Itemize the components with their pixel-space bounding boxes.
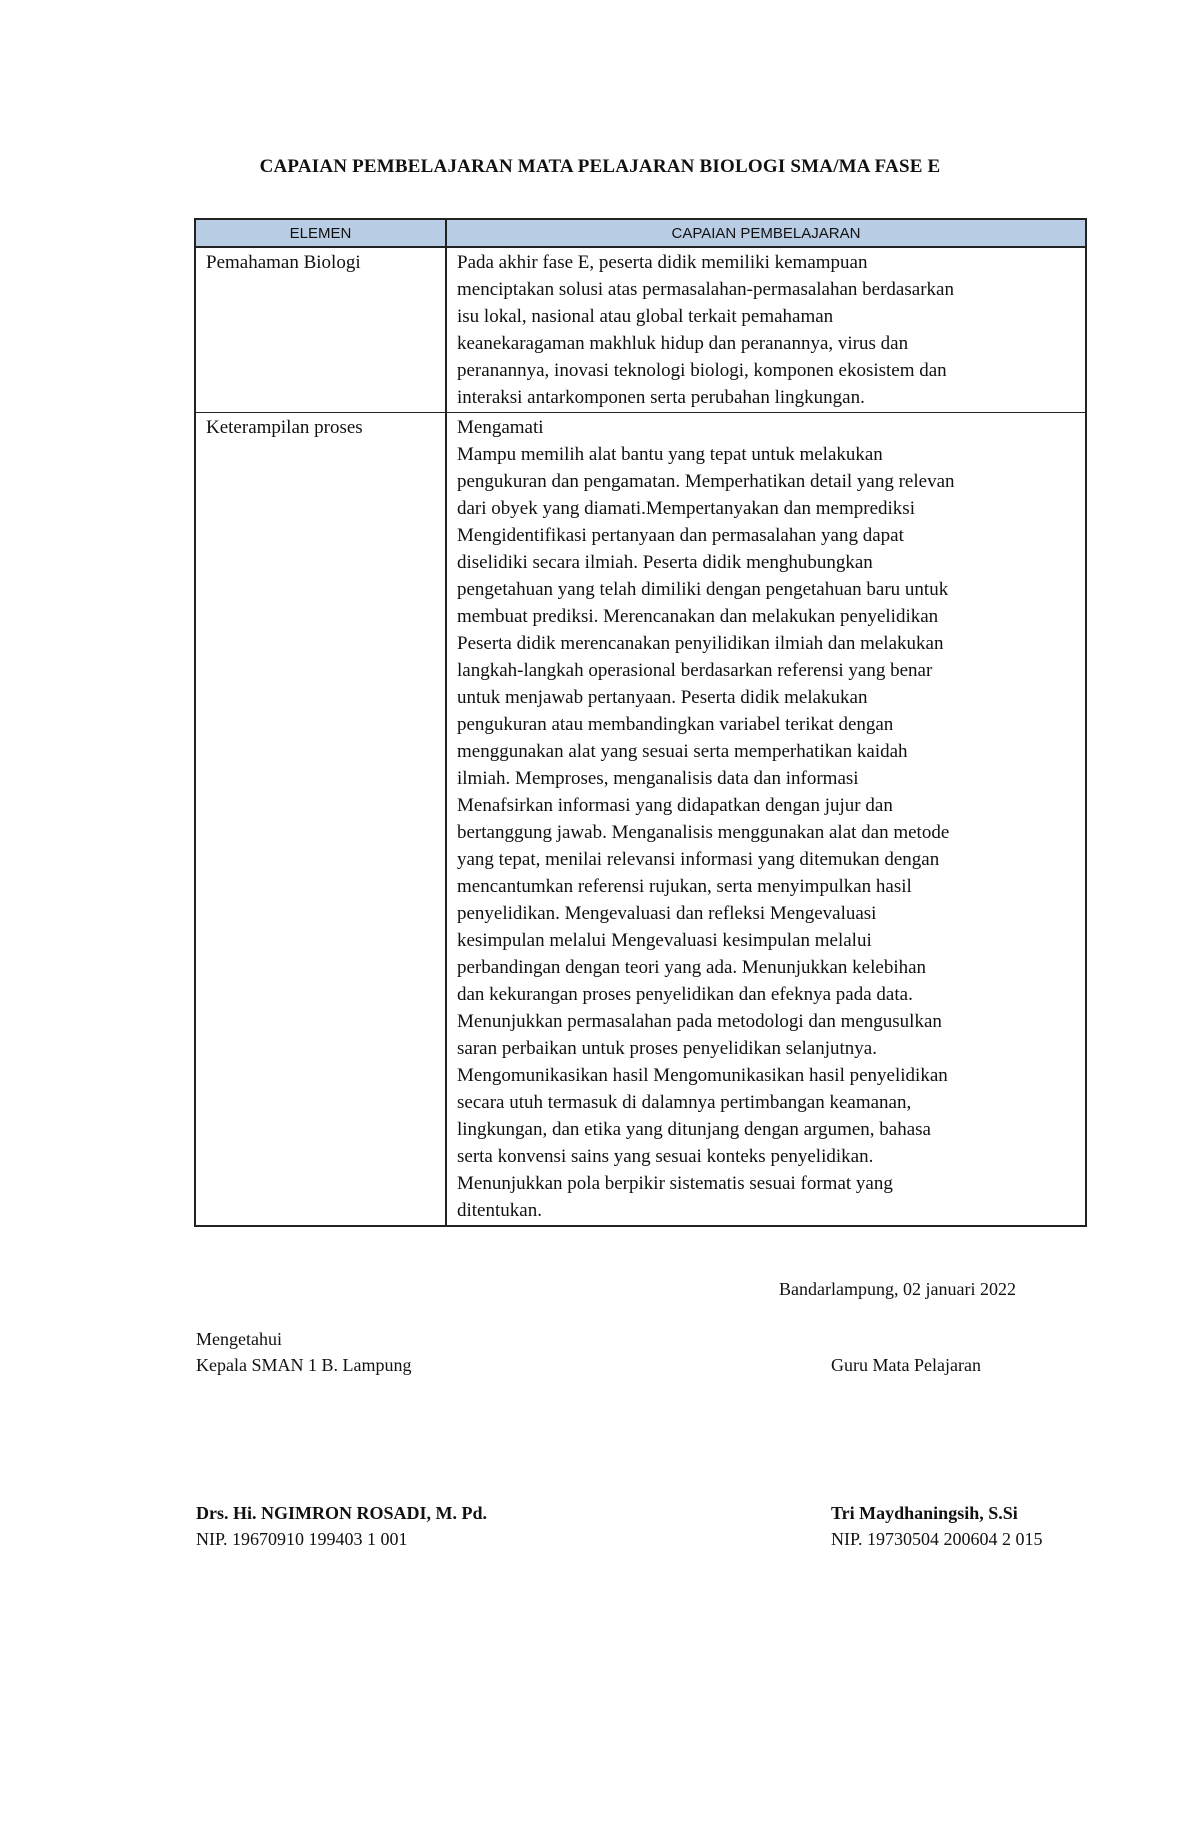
teacher-nip: NIP. 19730504 200604 2 015 — [831, 1529, 1043, 1549]
header-elemen: ELEMEN — [195, 219, 446, 247]
header-capaian: CAPAIAN PEMBELAJARAN — [446, 219, 1086, 247]
principal-nip: NIP. 19670910 199403 1 001 — [196, 1529, 408, 1549]
capaian-text: Pada akhir fase E, peserta didik memiliki kemampuan menciptakan solusi atas permasalahan-permasalahan berdasarkan isu lokal, nasional atau global terkait pemahaman keanekaragaman makhluk hidup dan peranannya, virus dan peranannya, inovasi teknologi biologi, komponen ekosistem dan interaksi antarkomponen serta perubahan lingkungan. — [457, 252, 954, 408]
capaian-table — [194, 218, 1087, 1227]
table-row — [195, 413, 1086, 1227]
teacher-name: Tri Maydhaningsih, S.Si — [831, 1503, 1018, 1523]
principal-role: Kepala SMAN 1 B. Lampung — [196, 1355, 412, 1375]
place-date: Bandarlampung, 02 januari 2022 — [779, 1279, 1016, 1299]
capaian-text: Mengamati Mampu memilih alat bantu yang tepat untuk melakukan pengukuran dan pengamatan. Memperhatikan detail yang relevan dari obyek yang diamati.Mempertanyakan dan memprediksi Mengidentifikasi pertanyaan dan permasalahan yang dapat diselidiki secara ilmiah. Peserta didik menghubungkan pengetahuan yang telah dimiliki dengan pengetahuan baru untuk membuat prediksi. Merencanakan dan melakukan penyelidikan Peserta didik merencanakan penyilidikan ilmiah dan melakukan langkah-langkah operasional berdasarkan referensi yang benar untuk menjawab pertanyaan. Peserta didik melakukan pengukuran atau membandingkan variabel terikat dengan menggunakan alat yang sesuai serta memperhatikan kaidah ilmiah. Memproses, menganalisis data dan informasi Menafsirkan informasi yang didapatkan dengan jujur dan bertanggung jawab. Menganalisis menggunakan alat dan metode yang tepat, menilai relevansi informasi yang ditemukan dengan mencantumkan referensi rujukan, serta menyimpulkan hasil penyelidikan. Mengevaluasi dan refleksi Mengevaluasi kesimpulan melalui Mengevaluasi kesimpulan melalui perbandingan dengan teori yang ada. Menunjukkan kelebihan dan kekurangan proses penyelidikan dan efeknya pada data. Menunjukkan permasalahan pada metodologi dan mengusulkan saran perbaikan untuk proses penyelidikan selanjutnya. Mengomunikasikan hasil Mengomunikasikan hasil penyelidikan secara utuh termasuk di dalamnya pertimbangan keamanan, lingkungan, dan etika yang ditunjang dengan argumen, bahasa serta konvensi sains yang sesuai konteks penyelidikan. Menunjukkan pola berpikir sistematis sesuai format yang ditentukan. — [457, 417, 955, 1221]
elemen-cell — [195, 413, 446, 1227]
acknowledged-label: Mengetahui — [196, 1329, 282, 1349]
capaian-cell — [446, 413, 1086, 1227]
capaian-cell — [446, 247, 1086, 413]
document-title: CAPAIAN PEMBELAJARAN MATA PELAJARAN BIOLOGI SMA/MA FASE E — [259, 156, 941, 177]
principal-name: Drs. Hi. NGIMRON ROSADI, M. Pd. — [196, 1503, 487, 1523]
table-header-row — [195, 219, 1086, 247]
elemen-label: Keterampilan proses — [206, 417, 363, 438]
table-row — [195, 247, 1086, 413]
elemen-label: Pemahaman Biologi — [206, 252, 361, 273]
elemen-cell — [195, 247, 446, 413]
teacher-role: Guru Mata Pelajaran — [831, 1355, 981, 1375]
